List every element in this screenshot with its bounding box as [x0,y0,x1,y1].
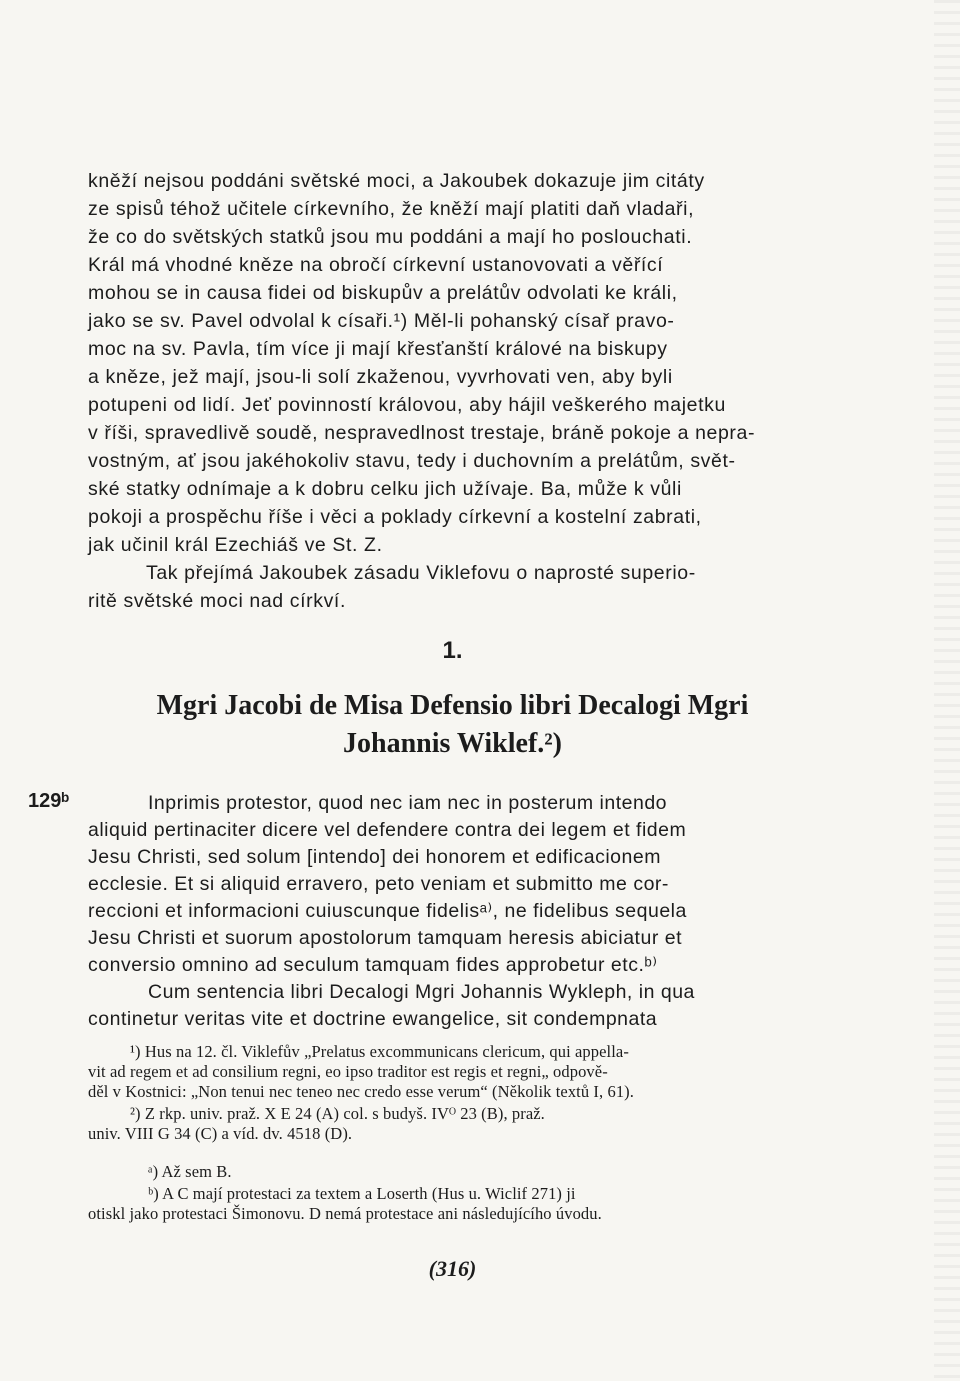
text-line: ritě světské moci nad církví. [88,590,346,612]
text-line: ské statky odnímaje a k dobru celku jich užívaje. Ba, může k vůli [88,478,682,500]
text-line: Jesu Christi, sed solum [intendo] dei honorem et edificacionem [88,846,661,868]
footnote-line: univ. VIII G 34 (C) a víd. dv. 4518 (D). [88,1124,353,1143]
text-line: jak učinil král Ezechiáš ve St. Z. [88,534,383,556]
text-line: aliquid pertinaciter dicere vel defendere contra dei legem et fidem [88,819,687,841]
variant-note-line: otiskl jako protestaci Šimonovu. D nemá protestace ani následujícího úvodu. [88,1204,602,1223]
section-number: 1. [442,637,463,664]
text-line: pokoji a prospěchu říše i věci a poklady církevní a kostelní zabrati, [88,506,702,528]
text-line: reccioni et informacioni cuiuscunque fidelisᵃ⁾, ne fidelibus sequela [88,900,687,922]
footnote-line: ²) Z rkp. univ. praž. X E 24 (A) col. s budyš. IVᴼ 23 (B), praž. [130,1104,545,1123]
footnote-line: vit ad regem et ad consilium regni, eo ipso traditor est regis et regni„ odpově- [88,1062,608,1081]
text-line: že co do světských statků jsou mu poddáni a mají ho poslouchati. [88,226,693,248]
text-line: kněží nejsou poddáni světské moci, a Jakoubek dokazuje jim citáty [88,170,705,192]
text-line: Král má vhodné kněze na obročí církevní ustanovovati a věřící [88,254,664,276]
text-line: v říši, spravedlivě soudě, nespravedlnost trestaje, bráně pokoje a nepra- [88,422,756,444]
text-line: jako se sv. Pavel odvolal k císaři.¹) Měl-li pohanský císař pravo- [88,310,675,332]
text-line: mohou se in causa fidei od biskupův a prelátův odvolati ke králi, [88,282,678,304]
footnote-line: děl v Kostnici: „Non tenui nec teneo nec credo esse verum“ (Několik textů I, 61). [88,1082,635,1101]
text-line: Tak přejímá Jakoubek zásadu Viklefovu o naprosté superio- [146,562,696,584]
text-line: Cum sentencia libri Decalogi Mgri Johannis Wykleph, in qua [148,981,695,1003]
text-line: Inprimis protestor, quod nec iam nec in posterum intendo [148,792,668,814]
section-heading-line-2: Johannis Wiklef.²) [343,728,562,759]
variant-note-line: ᵃ) Až sem B. [148,1162,232,1181]
variant-note-line: ᵇ) A C mají protestaci za textem a Loserth (Hus u. Wiclif 271) ji [148,1184,576,1203]
text-line: Jesu Christi et suorum apostolorum tamquam heresis abiciatur et [88,927,682,949]
footnote-line: ¹) Hus na 12. čl. Viklefův „Prelatus excommunicans clericum, qui appella- [130,1042,629,1061]
text-line: moc na sv. Pavla, tím více ji mají křesťanští králové na biskupy [88,338,668,360]
text-line: continetur veritas vite et doctrine ewangelice, sit condempnata [88,1008,658,1030]
text-line: vostným, ať jsou jakéhokoliv stavu, tedy i duchovním a prelátům, svět- [88,450,736,472]
text-line: ze spisů téhož učitele církevního, že kněží mají platiti daň vladaři, [88,198,695,220]
text-line: ecclesie. Et si aliquid erravero, peto veniam et submitto me cor- [88,873,669,895]
scan-edge-noise [934,0,960,1381]
page-number: (316) [428,1256,477,1281]
text-line: potupeni od lidí. Jeť povinností královou, aby hájil veškerého majetku [88,394,726,416]
margin-folio-reference: 129ᵇ [28,790,70,812]
section-heading-line-1: Mgri Jacobi de Misa Defensio libri Decalogi Mgri [156,690,749,721]
text-line: conversio omnino ad seculum tamquam fides approbetur etc.ᵇ⁾ [88,954,658,976]
text-line: a kněze, jež mají, jsou-li solí zkaženou, vyvrhovati ven, aby byli [88,366,673,388]
